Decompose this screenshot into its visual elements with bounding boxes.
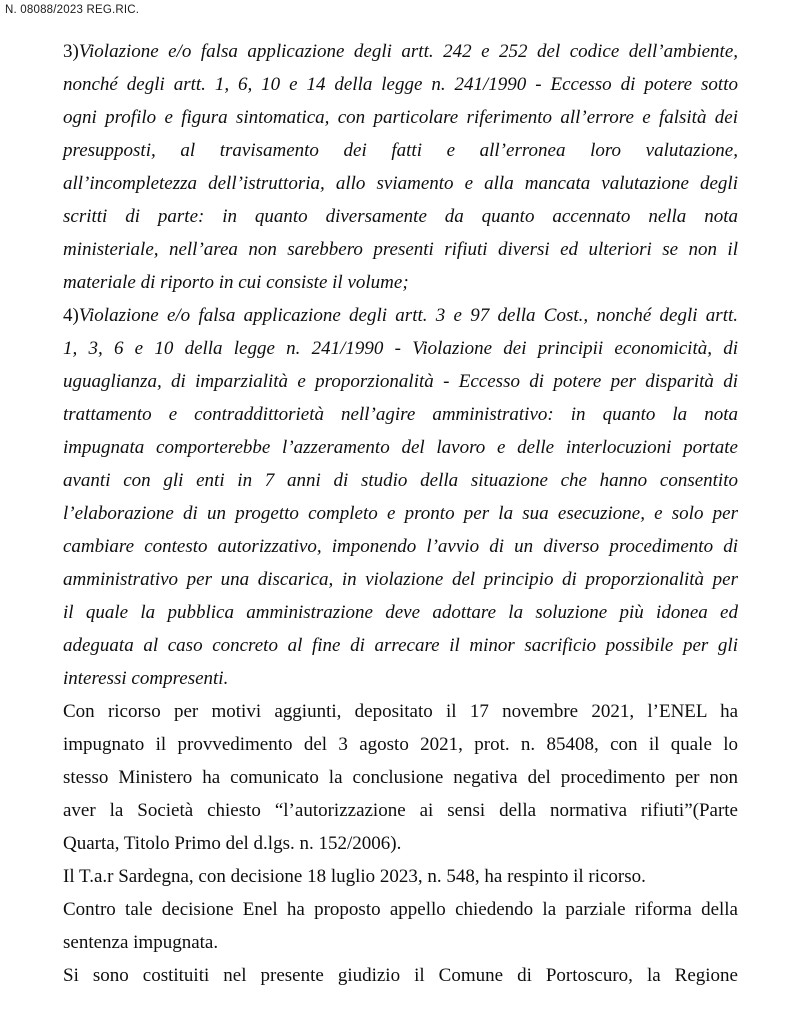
line-text: adeguata al caso concreto al fine di arrecare il minor sacrificio possibile per gli <box>63 635 738 656</box>
line-text: impugnato il provvedimento del 3 agosto 2021, prot. n. 85408, con il quale lo <box>63 734 738 755</box>
line-text: avanti con gli enti in 7 anni di studio della situazione che hanno consentito <box>63 470 738 491</box>
doc-line <box>63 893 738 926</box>
doc-line <box>63 827 738 860</box>
doc-line <box>63 530 738 563</box>
doc-line <box>63 101 738 134</box>
line-text: presupposti, al travisamento dei fatti e all’erronea loro valutazione, <box>63 140 738 161</box>
line-text: l’elaborazione di un progetto completo e pronto per la sua esecuzione, e solo per <box>63 503 738 524</box>
line-text: 1, 3, 6 e 10 della legge n. 241/1990 - Violazione dei principii economicità, di <box>63 338 738 359</box>
line-text: scritti di parte: in quanto diversamente da quanto accennato nella nota <box>63 206 738 227</box>
doc-line <box>63 68 738 101</box>
line-text: trattamento e contraddittorietà nell’agire amministrativo: in quanto la nota <box>63 404 738 425</box>
doc-line <box>63 365 738 398</box>
line-text: uguaglianza, di imparzialità e proporzionalità - Eccesso di potere per disparità di <box>63 371 738 392</box>
line-text: sentenza impugnata. <box>63 932 219 953</box>
doc-line <box>63 497 738 530</box>
doc-line <box>63 761 738 794</box>
doc-line <box>63 233 738 266</box>
line-text: il quale la pubblica amministrazione deve adottare la soluzione più idonea ed <box>63 602 738 623</box>
line-text: impugnata comporterebbe l’azzeramento del lavoro e delle interlocuzioni portate <box>63 437 738 458</box>
line-text: ogni profilo e figura sintomatica, con particolare riferimento all’errore e falsità dei <box>63 107 738 128</box>
doc-line <box>63 959 738 992</box>
list-item-number: 3) <box>63 41 79 62</box>
doc-line <box>63 728 738 761</box>
doc-line <box>63 926 738 959</box>
doc-line <box>63 35 738 68</box>
doc-line <box>63 860 738 893</box>
doc-line <box>63 200 738 233</box>
line-text: Quarta, Titolo Primo del d.lgs. n. 152/2006). <box>63 833 402 854</box>
line-text: materiale di riporto in cui consiste il volume; <box>63 272 409 293</box>
line-text: ministeriale, nell’area non sarebbero presenti rifiuti diversi ed ulteriori se non il <box>63 239 738 260</box>
line-text: cambiare contesto autorizzativo, imponendo l’avvio di un diverso procedimento di <box>63 536 738 557</box>
line-text: amministrativo per una discarica, in violazione del principio di proporzionalità per <box>63 569 738 590</box>
doc-line <box>63 464 738 497</box>
doc-line <box>63 266 738 299</box>
line-text: Con ricorso per motivi aggiunti, depositato il 17 novembre 2021, l’ENEL ha <box>63 701 738 722</box>
line-text: Si sono costituiti nel presente giudizio il Comune di Portoscuro, la Regione <box>63 965 738 986</box>
doc-line <box>63 662 738 695</box>
registry-number: N. 08088/2023 REG.RIC. <box>5 4 140 16</box>
doc-line <box>63 431 738 464</box>
line-text: Contro tale decisione Enel ha proposto appello chiedendo la parziale riforma della <box>63 899 738 920</box>
doc-line <box>63 299 738 332</box>
doc-line <box>63 794 738 827</box>
list-item-number: 4) <box>63 305 79 326</box>
line-text: all’incompletezza dell’istruttoria, allo sviamento e alla mancata valutazione degli <box>63 173 738 194</box>
doc-line <box>63 167 738 200</box>
line-text: nonché degli artt. 1, 6, 10 e 14 della legge n. 241/1990 - Eccesso di potere sotto <box>63 74 738 95</box>
line-text: stesso Ministero ha comunicato la conclusione negativa del procedimento per non <box>63 767 738 788</box>
doc-line <box>63 134 738 167</box>
doc-line <box>63 332 738 365</box>
line-text: Violazione e/o falsa applicazione degli artt. 3 e 97 della Cost., nonché degli artt. <box>78 305 738 326</box>
document-body <box>63 35 738 992</box>
line-text: aver la Società chiesto “l’autorizzazione ai sensi della normativa rifiuti”(Parte <box>63 800 738 821</box>
line-text: Il T.a.r Sardegna, con decisione 18 luglio 2023, n. 548, ha respinto il ricorso. <box>63 866 646 887</box>
doc-line <box>63 563 738 596</box>
doc-line <box>63 398 738 431</box>
line-text: interessi compresenti. <box>63 668 229 689</box>
doc-line <box>63 629 738 662</box>
doc-line <box>63 596 738 629</box>
doc-line <box>63 695 738 728</box>
line-text: Violazione e/o falsa applicazione degli artt. 242 e 252 del codice dell’ambiente, <box>78 41 738 62</box>
